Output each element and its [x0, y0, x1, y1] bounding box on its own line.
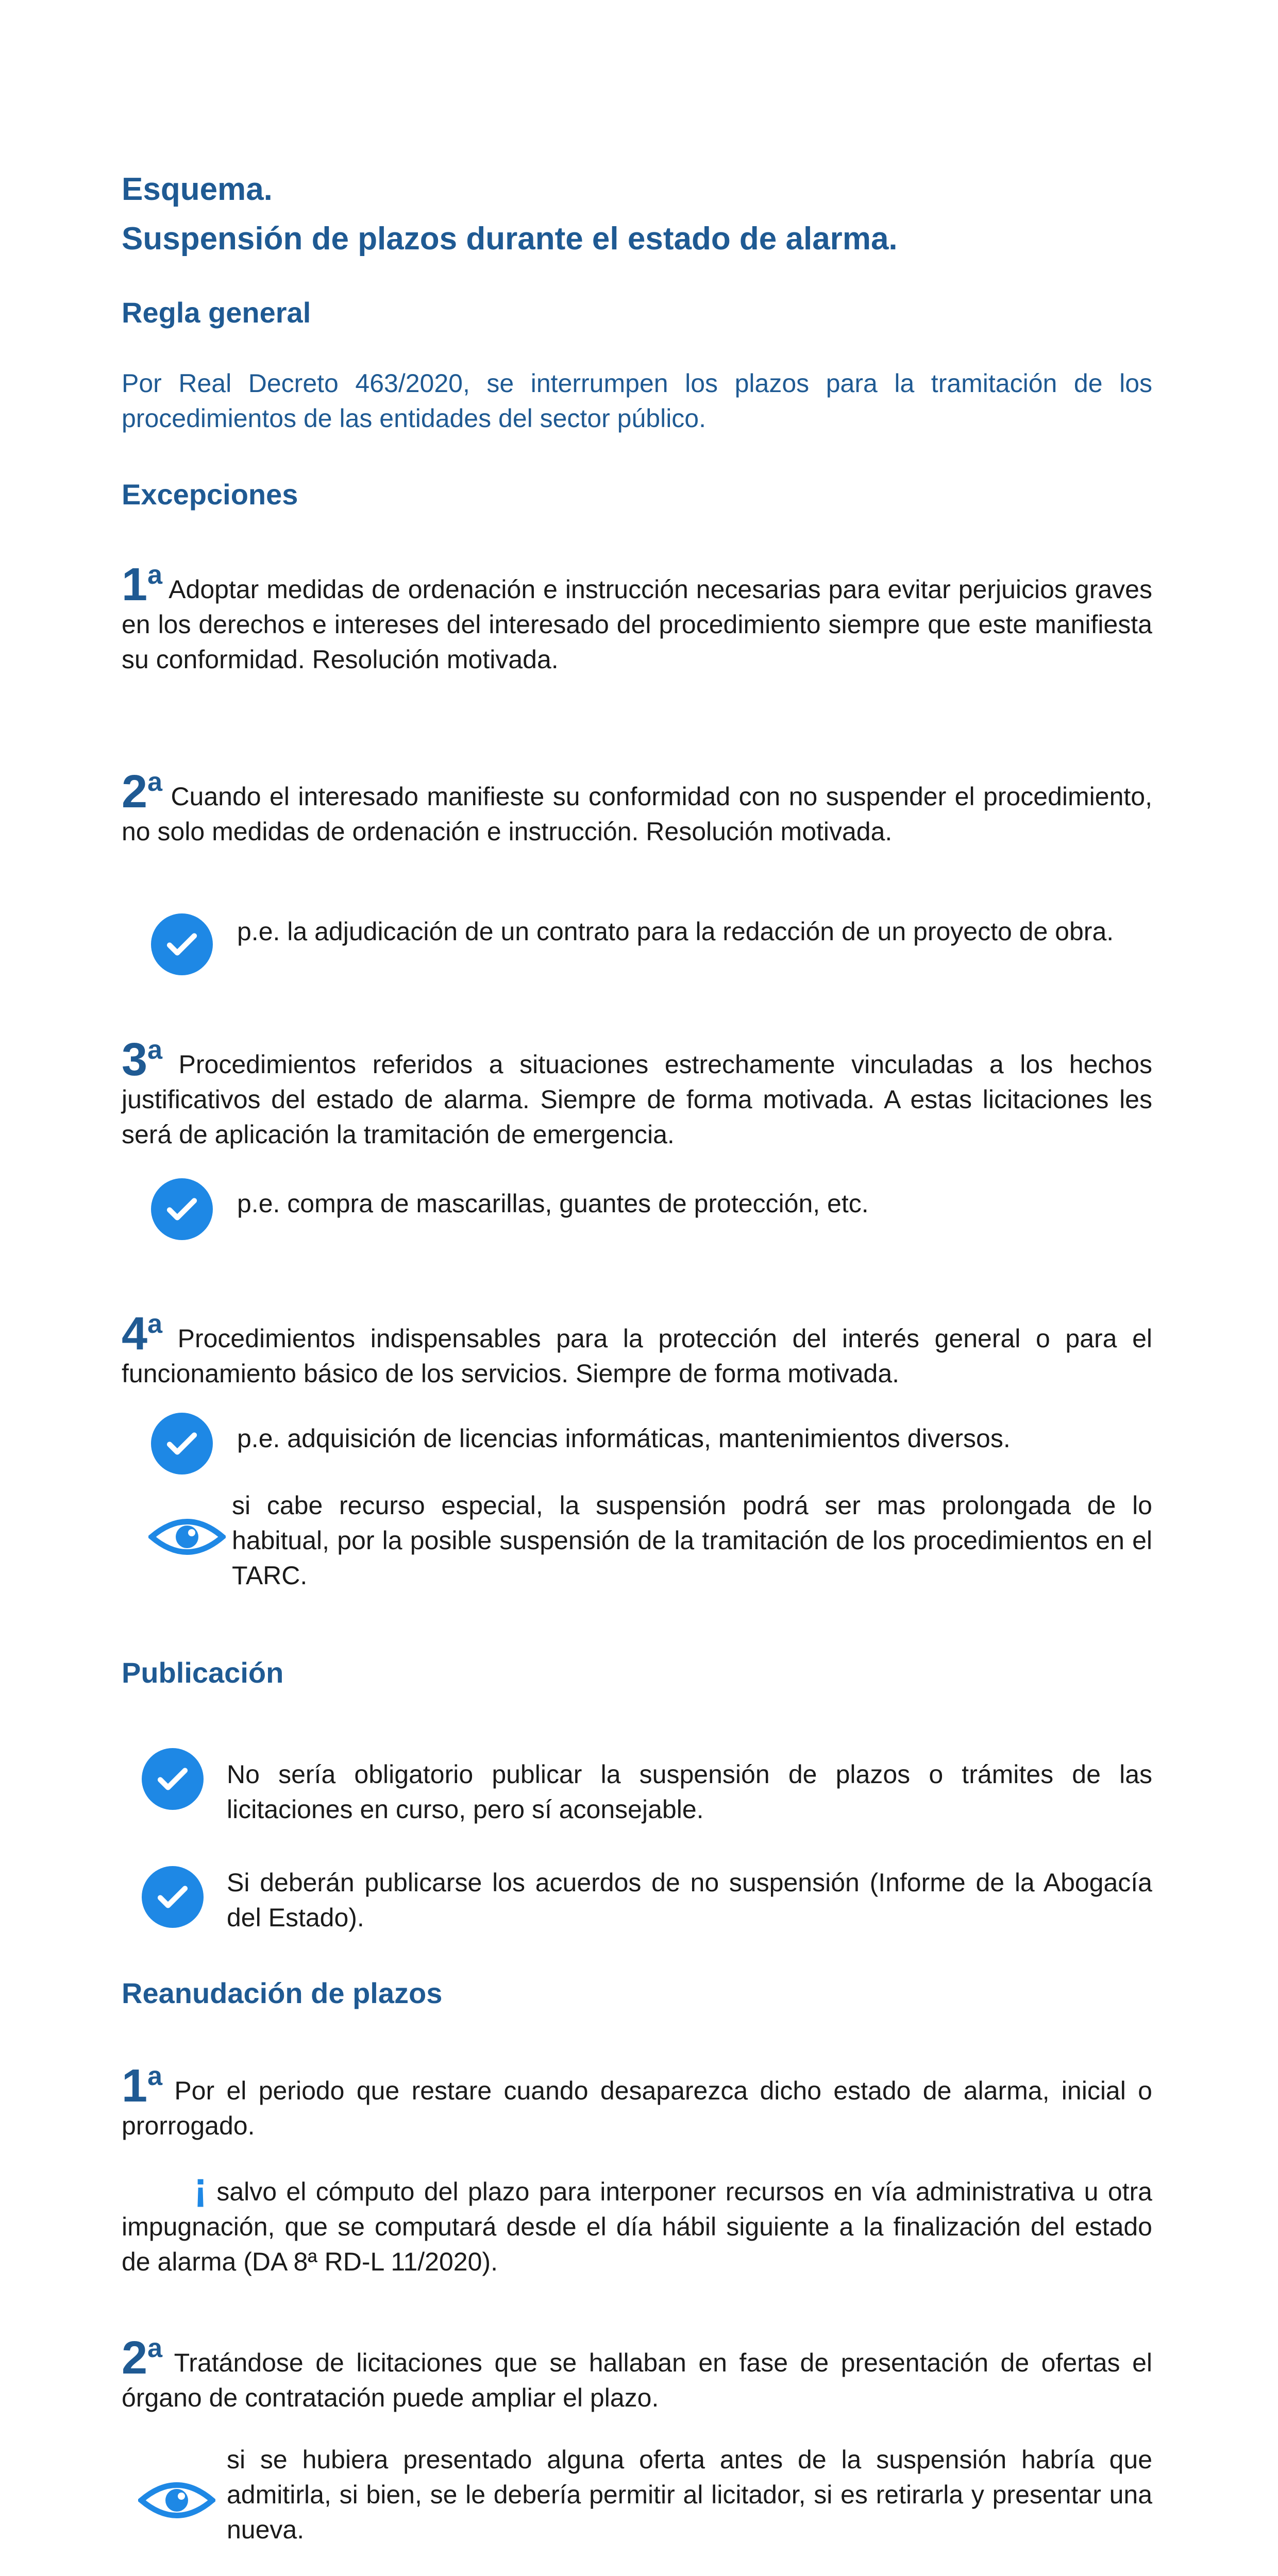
excepcion-3	[122, 1032, 1152, 1152]
reanudacion-2-note: si se hubiera presentado alguna oferta antes de la suspensión habría que admitirla, si bien, se le debería permitir al licitador, si es retirarla y presentar una nueva.	[227, 2445, 1152, 2544]
reanudacion-1	[122, 2059, 1152, 2143]
excepcion-3-number: 3$^a$	[122, 1034, 162, 1086]
excepcion-3-text: Procedimientos referidos a situaciones estrechamente vinculadas a los hechos justificativos del estado de alarma. Siempre de forma motivada. A estas licitaciones les será de aplicación la tramitación de emergencia.	[122, 1050, 1152, 1149]
heading-excepciones: Excepciones	[122, 478, 298, 511]
eye-icon	[138, 2477, 215, 2523]
excepcion-2-example: p.e. la adjudicación de un contrato para la redacción de un proyecto de obra.	[237, 917, 1114, 946]
reanudacion-2	[122, 2331, 1152, 2415]
heading-regla-general: Regla general	[122, 296, 311, 329]
excepcion-2	[122, 765, 1152, 849]
excepcion-4-text: Procedimientos indispensables para la protección del interés general o para el funcionamiento básico de los servicios. Siempre de forma motivada.	[122, 1324, 1152, 1388]
exclamation-icon: ¡	[194, 2164, 207, 2209]
excepcion-4-number: 4$^a$	[122, 1308, 162, 1360]
publicacion-item-1: No sería obligatorio publicar la suspensión de plazos o trámites de las licitaciones en curso, pero sí aconsejable.	[227, 1760, 1152, 1824]
check-circle-icon	[142, 1866, 204, 1928]
reanudacion-1-warning	[122, 2164, 1152, 2279]
heading-publicacion: Publicación	[122, 1656, 284, 1689]
publicacion-item-2: Si deberán publicarse los acuerdos de no suspensión (Informe de la Abogacía del Estado).	[227, 1868, 1152, 1932]
check-circle-icon	[151, 1178, 213, 1240]
excepcion-1-number: 1$^a$	[122, 559, 162, 611]
reanudacion-1-text: Por el periodo que restare cuando desaparezca dicho estado de alarma, inicial o prorrogado.	[122, 2076, 1152, 2140]
excepcion-3-example: p.e. compra de mascarillas, guantes de protección, etc.	[237, 1189, 869, 1218]
check-circle-icon	[151, 913, 213, 975]
reanudacion-2-text: Tratándose de licitaciones que se hallaban en fase de presentación de ofertas el órgano de contratación puede ampliar el plazo.	[122, 2348, 1152, 2412]
excepcion-2-number: 2$^a$	[122, 766, 162, 818]
page-title	[122, 165, 1152, 264]
check-circle-icon	[151, 1413, 213, 1475]
check-circle-icon	[142, 1748, 204, 1810]
excepcion-4-note: si cabe recurso especial, la suspensión podrá ser mas prolongada de lo habitual, por la posible suspensión de la tramitación de los procedimientos en el TARC.	[232, 1491, 1152, 1590]
excepcion-4	[122, 1307, 1152, 1391]
reanudacion-1-warning-text: salvo el cómputo del plazo para interponer recursos en vía administrativa u otra impugnación, que se computará desde el día hábil siguiente a la finalización del estado de alarma (DA 8ª RD-L 11/2020).	[122, 2177, 1152, 2276]
reanudacion-2-number: 2$^a$	[122, 2332, 162, 2384]
eye-icon	[148, 1514, 226, 1560]
excepcion-1-text: Adoptar medidas de ordenación e instrucción necesarias para evitar perjuicios graves en los derechos e intereses del interesado del procedimiento siempre que este manifiesta su conformidad. Resolución motivada.	[122, 575, 1152, 674]
heading-reanudacion: Reanudación de plazos	[122, 1977, 443, 2009]
excepcion-4-example: p.e. adquisición de licencias informáticas, mantenimientos diversos.	[237, 1424, 1011, 1453]
excepcion-2-text: Cuando el interesado manifieste su conformidad con no suspender el procedimiento, no solo medidas de ordenación e instrucción. Resolución motivada.	[122, 782, 1152, 846]
reanudacion-1-number: 1$^a$	[122, 2060, 162, 2112]
regla-general-text: Por Real Decreto 463/2020, se interrumpen los plazos para la tramitación de los procedimientos de las entidades del sector público.	[122, 369, 1152, 433]
title-line-2: Suspensión de plazos durante el estado de alarma.	[122, 221, 898, 257]
title-line-1: Esquema.	[122, 172, 273, 207]
excepcion-1	[122, 557, 1152, 677]
